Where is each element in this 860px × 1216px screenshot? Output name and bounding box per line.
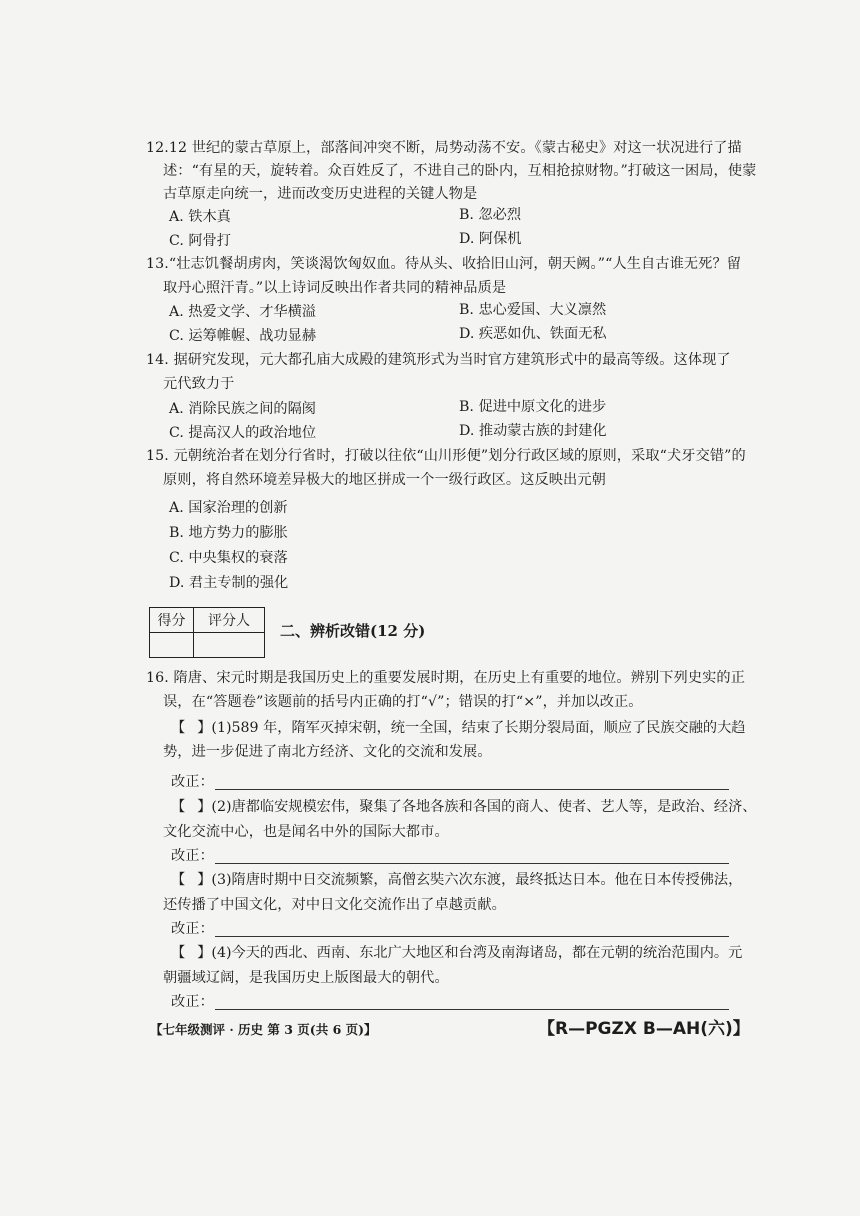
q14-line-2: 元代致力于 bbox=[163, 376, 235, 392]
grader-label: 评分人 bbox=[194, 608, 265, 633]
bracket-open: 【 bbox=[171, 799, 186, 815]
q14-option-d: D. 推动蒙古族的封建化 bbox=[459, 423, 607, 439]
q12-line-1: 12.12 世纪的蒙古草原上，部落间冲突不断，局势动荡不安。《蒙古秘史》对这一状况进行了描 bbox=[146, 140, 742, 156]
q16-line-2: 误，在“答题卷”该题前的括号内正确的打“√”；错误的打“×”，并加以改正。 bbox=[163, 694, 643, 710]
q15-option-c: C. 中央集权的衰落 bbox=[169, 550, 288, 566]
bracket-open: 【 bbox=[171, 945, 186, 961]
q14-option-b: B. 促进中原文化的进步 bbox=[459, 399, 607, 415]
score-table bbox=[149, 607, 265, 658]
q14-option-a: A. 消除民族之间的隔阂 bbox=[169, 401, 316, 417]
correction-label-1: 改正： bbox=[171, 774, 214, 790]
q12-line-2: 述：“有星的天，旋转着。众百姓反了，不进自己的卧内，互相抢掠财物。”打破这一困局，使蒙 bbox=[163, 163, 757, 179]
correction-line-3[interactable] bbox=[215, 936, 729, 937]
score-label: 得分 bbox=[150, 608, 194, 633]
q15-line-1: 15. 元朝统治者在划分行省时，打破以往依“山川形便”划分行政区域的原则，采取“犬牙交错”的 bbox=[146, 448, 746, 464]
bracket-open: 【 bbox=[171, 720, 186, 736]
q16-item-1-line-2: 势，进一步促进了南北方经济、文化的交流和发展。 bbox=[163, 744, 492, 760]
q16-item-4-line-2: 朝疆域辽阔，是我国历史上版图最大的朝代。 bbox=[163, 970, 449, 986]
q15-option-a: A. 国家治理的创新 bbox=[169, 500, 288, 516]
bracket-close: 】 bbox=[197, 872, 212, 888]
q16-item-3 bbox=[171, 870, 742, 890]
score-cell[interactable] bbox=[150, 633, 194, 658]
bracket-close: 】 bbox=[197, 799, 212, 815]
correction-label-3: 改正： bbox=[171, 921, 214, 937]
q16-item-4 bbox=[171, 943, 742, 963]
q13-line-2: 取丹心照汗青。”以上诗词反映出作者共同的精神品质是 bbox=[163, 280, 507, 296]
q16-item-2-line-1: (2)唐都临安规模宏伟，聚集了各地各族和各国的商人、使者、艺人等，是政治、经济、 bbox=[211, 799, 757, 815]
correction-line-4[interactable] bbox=[215, 1009, 729, 1010]
q12-option-a: A. 铁木真 bbox=[169, 209, 231, 225]
footer-page-info: 【七年级测评 · 历史 第 3 页(共 6 页)】 bbox=[150, 1022, 377, 1037]
q16-line-1: 16. 隋唐、宋元时期是我国历史上的重要发展时期，在历史上有重要的地位。辨别下列史实的正 bbox=[146, 670, 745, 686]
q12-option-d: D. 阿保机 bbox=[459, 231, 522, 247]
q12-option-b: B. 忽必烈 bbox=[459, 207, 522, 223]
correction-label-4: 改正： bbox=[171, 994, 214, 1010]
section-2-title: 二、辨析改错(12 分) bbox=[280, 622, 426, 640]
q15-option-d: D. 君主专制的强化 bbox=[169, 575, 289, 591]
q12-line-3: 古草原走向统一，进而改变历史进程的关键人物是 bbox=[163, 186, 478, 202]
q16-item-1 bbox=[171, 718, 745, 738]
bracket-close: 】 bbox=[197, 945, 212, 961]
q16-item-3-line-1: (3)隋唐时期中日交流频繁，高僧玄奘六次东渡，最终抵达日本。他在日本传授佛法， bbox=[211, 872, 743, 888]
bracket-close: 】 bbox=[197, 720, 212, 736]
q14-line-1: 14. 据研究发现，元大都孔庙大成殿的建筑形式为当时官方建筑形式中的最高等级。这体现了 bbox=[146, 352, 731, 368]
q16-item-3-line-2: 还传播了中国文化，对中日文化交流作出了卓越贡献。 bbox=[163, 897, 506, 913]
correction-line-2[interactable] bbox=[215, 863, 729, 864]
q16-item-2-line-2: 文化交流中心，也是闻名中外的国际大都市。 bbox=[163, 824, 449, 840]
q13-line-1: 13.“壮志饥餐胡虏肉，笑谈渴饮匈奴血。待从头、收拾旧山河，朝天阙。”“人生自古谁无死？留 bbox=[146, 256, 742, 272]
q12-option-c: C. 阿骨打 bbox=[169, 233, 231, 249]
q16-item-1-line-1: (1)589 年，隋军灭掉宋朝，统一全国，结束了长期分裂局面，顺应了民族交融的大趋 bbox=[211, 720, 746, 736]
q15-option-b: B. 地方势力的膨胀 bbox=[169, 525, 288, 541]
q15-line-2: 原则，将自然环境差异极大的地区拼成一个一级行政区。这反映出元朝 bbox=[163, 472, 606, 488]
q13-option-b: B. 忠心爱国、大义凛然 bbox=[459, 302, 607, 318]
q16-item-2 bbox=[171, 797, 756, 817]
q13-option-d: D. 疾恶如仇、铁面无私 bbox=[459, 326, 607, 342]
q14-option-c: C. 提高汉人的政治地位 bbox=[169, 425, 317, 441]
grader-cell[interactable] bbox=[194, 633, 265, 658]
q13-option-a: A. 热爱文学、才华横溢 bbox=[169, 304, 316, 320]
q13-option-c: C. 运筹帷幄、战功显赫 bbox=[169, 328, 317, 344]
correction-label-2: 改正： bbox=[171, 848, 214, 864]
q16-item-4-line-1: (4)今天的西北、西南、东北广大地区和台湾及南海诸岛，都在元朝的统治范围内。元 bbox=[211, 945, 743, 961]
correction-line-1[interactable] bbox=[215, 789, 729, 790]
bracket-open: 【 bbox=[171, 872, 186, 888]
footer-exam-code: 【R—PGZX B—AH(六)】 bbox=[538, 1019, 750, 1039]
